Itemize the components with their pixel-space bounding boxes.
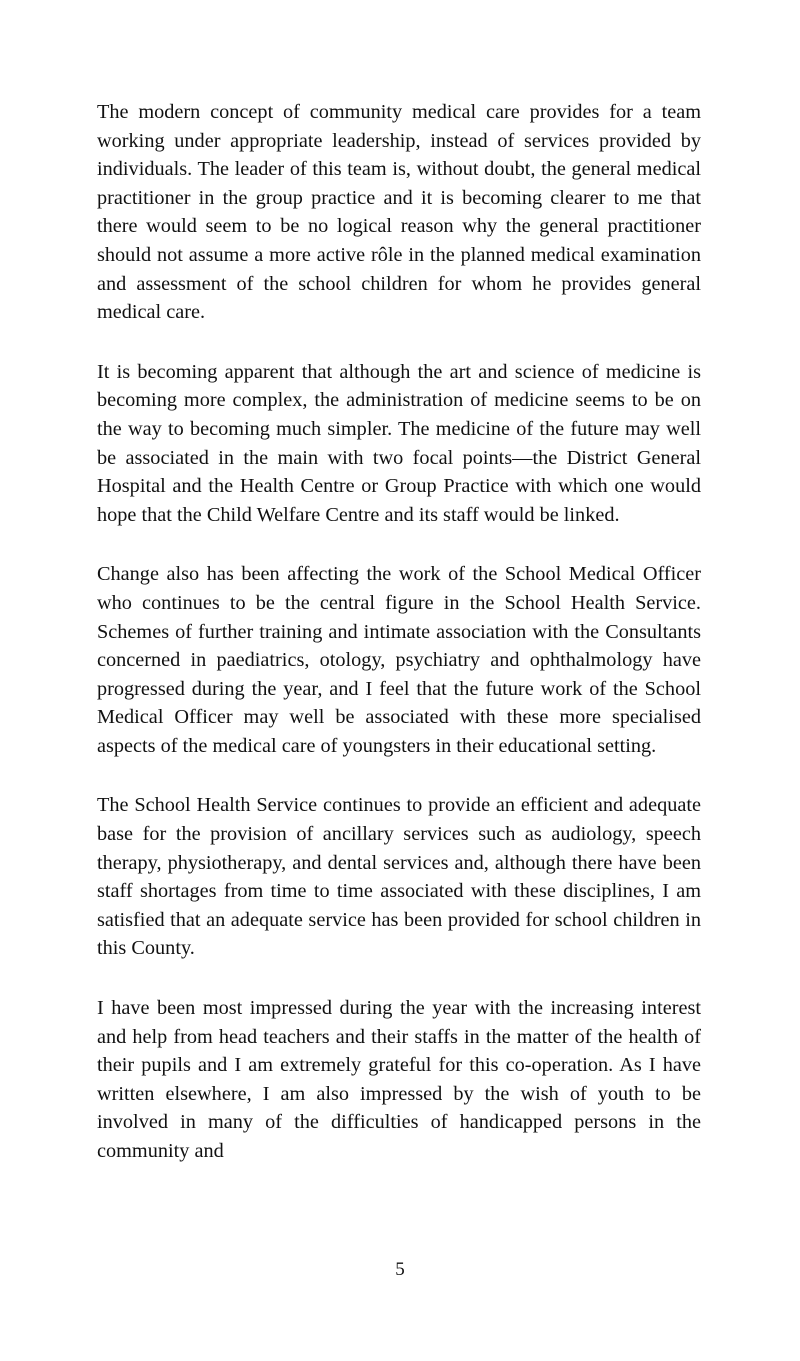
page-number: 5 (395, 1259, 405, 1280)
paragraph-5: I have been most impressed during the year with the increasing interest and help from head teachers and their staffs in the matter of the health of their pupils and I am extremely grateful for this co-operation. As I have written elsewhere, I am also impressed by the wish of youth to be involved in many of the difficulties of handicapped persons in the community and (97, 997, 701, 1162)
paragraph-2: It is becoming apparent that although the art and science of medicine is becoming more complex, the administration of medicine seems to be on the way to becoming much simpler. The medicine of the future may well be associated in the main with two focal points—the District General Hospital and the Health Centre or Group Practice with which one would hope that the Child Welfare Centre and its staff would be linked. (97, 360, 701, 526)
paragraph-1: The modern concept of community medical care provides for a team working under appropriate leadership, instead of services provided by individuals. The leader of this team is, without doubt, the general medical practitioner in the group practice and it is becoming clearer to me that there would seem to be no logical reason why the general practitioner should not assume a more active rôle in the planned medical examination and assessment of the school children for whom he provides general medical care. (97, 101, 701, 324)
paragraph-3: Change also has been affecting the work of the School Medical Officer who continues to be the central figure in the School Health Service. Schemes of further training and intimate association with the Consultants concerned in paediatrics, otology, psychiatry and ophthalmology have progressed during the year, and I feel that the future work of the School Medical Officer may well be associated with these more specialised aspects of the medical care of youngsters in their educational setting. (97, 563, 701, 757)
document-body (97, 98, 701, 1166)
paragraph-4: The School Health Service continues to provide an efficient and adequate base for the provision of ancillary services such as audiology, speech therapy, physiotherapy, and dental services and, although there have been staff shortages from time to time associated with these disciplines, I am satisfied that an adequate service has been provided for school children in this County. (97, 794, 701, 960)
